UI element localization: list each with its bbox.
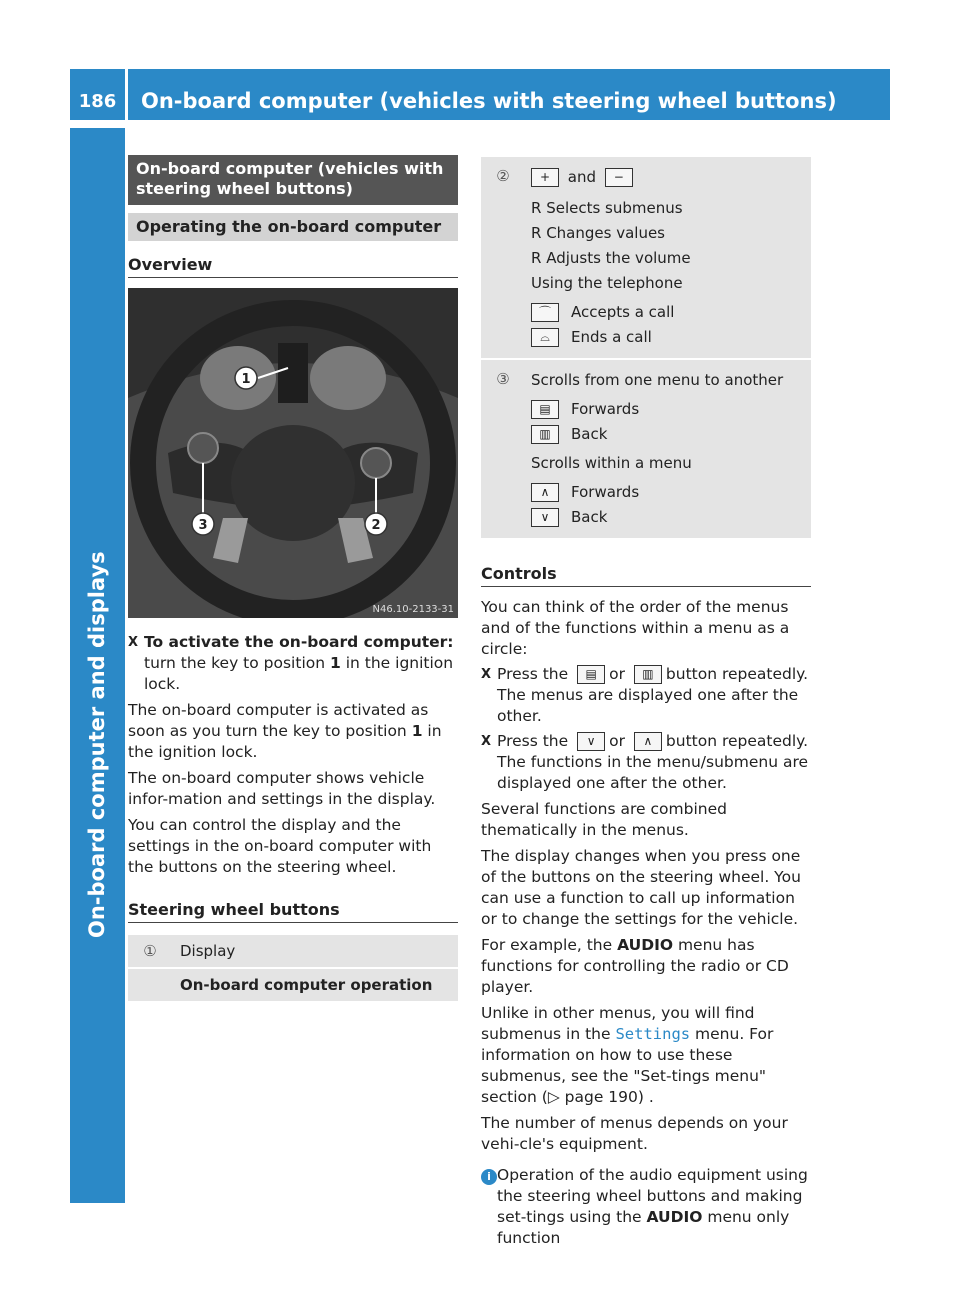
paragraph-shows: The on-board computer shows vehicle infor-mation and settings in the display.	[128, 769, 436, 808]
instruction-text: turn the key to position	[144, 654, 330, 672]
steering-wheel-photo	[128, 288, 458, 618]
instruction-marker: X	[128, 635, 139, 650]
section-title: On-board computer (vehicles with steering wheel buttons)	[128, 155, 458, 205]
steering-buttons-heading: Steering wheel buttons	[128, 900, 458, 923]
info-note: i Operation of the audio equipment using the steering wheel buttons and making set-tings using the AUDIO menu only function	[481, 1165, 811, 1249]
buttons-table	[481, 155, 811, 540]
legend-label: On-board computer operation	[172, 969, 458, 1001]
left-column	[128, 155, 458, 1003]
settings-menu-name: Settings	[615, 1025, 691, 1043]
scroll-menus-line: Scrolls from one menu to another	[531, 371, 784, 389]
callout-3: 3	[198, 518, 208, 533]
header-bar	[128, 69, 890, 120]
legend-table	[128, 933, 458, 1003]
info-icon: i	[481, 1169, 497, 1185]
plus-minus-line: + and −	[531, 165, 805, 190]
down-back-line: ∨ Back	[531, 505, 805, 530]
scroll-within-line: Scrolls within a menu	[531, 454, 692, 472]
instruction-end: in the ignition lock.	[144, 654, 454, 693]
list-item: R Selects submenus	[531, 199, 683, 217]
down-arrow-icon: ∨	[577, 732, 605, 751]
down-arrow-icon: ∨	[531, 508, 559, 527]
up-forward-line: ∧ Forwards	[531, 480, 805, 505]
side-tab-label: On-board computer and displays	[85, 551, 109, 938]
menu-back-icon: ▥	[531, 425, 559, 444]
legend-label: Display	[172, 935, 458, 967]
menu-forward-icon: ▤	[577, 665, 605, 684]
callout-2: 2	[371, 518, 381, 533]
menu-back-line: ▥ Back	[531, 422, 805, 447]
overview-heading: Overview	[128, 255, 458, 278]
paragraph-thematic: Several functions are combined thematically in the menus.	[481, 800, 727, 839]
table-row	[128, 935, 458, 967]
page-number-box	[70, 69, 125, 120]
table-row	[481, 360, 811, 538]
phone-accept-icon: ⌒	[531, 303, 559, 322]
paragraph-control: You can control the display and the settings in the on-board computer with the buttons on the steering wheel.	[128, 816, 432, 876]
menu-forward-icon: ▤	[531, 400, 559, 419]
minus-icon: −	[605, 168, 633, 187]
accept-call-line: ⌒ Accepts a call	[531, 300, 805, 325]
up-arrow-icon: ∧	[634, 732, 662, 751]
instruction-position: 1	[330, 654, 341, 672]
page-number: 186	[78, 91, 117, 112]
row-number: ②	[481, 157, 525, 358]
table-row	[128, 969, 458, 1001]
controls-intro: You can think of the order of the menus and of the functions within a menu as a circle:	[481, 598, 790, 658]
activate-instruction	[128, 632, 458, 695]
paragraph-number-of-menus: The number of menus depends on your vehi-cle's equipment.	[481, 1114, 788, 1153]
callout-1: 1	[241, 372, 251, 387]
paragraph-display-changes: The display changes when you press one of the buttons on the steering wheel. You can use a function to call up information or to change the settings for the vehicle.	[481, 847, 801, 928]
menu-back-icon: ▥	[634, 665, 662, 684]
menu-forward-line: ▤ Forwards	[531, 397, 805, 422]
paragraph-audio: For example, the AUDIO menu has functions for controlling the radio or CD player.	[481, 936, 789, 996]
row-number: ③	[481, 360, 525, 538]
up-arrow-icon: ∧	[531, 483, 559, 502]
phone-end-icon: ⌓	[531, 328, 559, 347]
list-item: R Adjusts the volume	[531, 249, 691, 267]
image-code: N46.10-2133-31	[372, 604, 454, 615]
plus-icon: +	[531, 168, 559, 187]
subsection-title: Operating the on-board computer	[128, 213, 458, 241]
right-column	[481, 155, 811, 1249]
page-title: On-board computer (vehicles with steering wheel buttons)	[141, 89, 837, 113]
instruction-functions: X Press the ∨ or ∧ button repeatedly. The functions in the menu/submenu are displayed one after the other.	[481, 732, 809, 792]
instruction-bold: To activate the on-board computer:	[144, 633, 454, 651]
instruction-menus: X Press the ▤ or ▥ button repeatedly. The menus are displayed one after the other.	[481, 665, 809, 725]
legend-number	[128, 969, 172, 1001]
table-row	[481, 157, 811, 358]
end-call-line: ⌓ Ends a call	[531, 325, 805, 350]
controls-heading: Controls	[481, 564, 811, 587]
paragraph-activated: The on-board computer is activated as soon as you turn the key to position 1 in the ignition lock.	[128, 701, 442, 761]
legend-number: ①	[128, 935, 172, 967]
paragraph-settings: Unlike in other menus, you will find submenus in the Settings menu. For information on how to use these submenus, see the "Set-tings menu" section (▷ page 190) .	[481, 1004, 774, 1106]
side-tab	[70, 128, 125, 1203]
list-item: R Changes values	[531, 224, 666, 242]
page-ref-arrow-icon: ▷	[547, 1088, 560, 1106]
telephone-heading: Using the telephone	[531, 274, 683, 292]
